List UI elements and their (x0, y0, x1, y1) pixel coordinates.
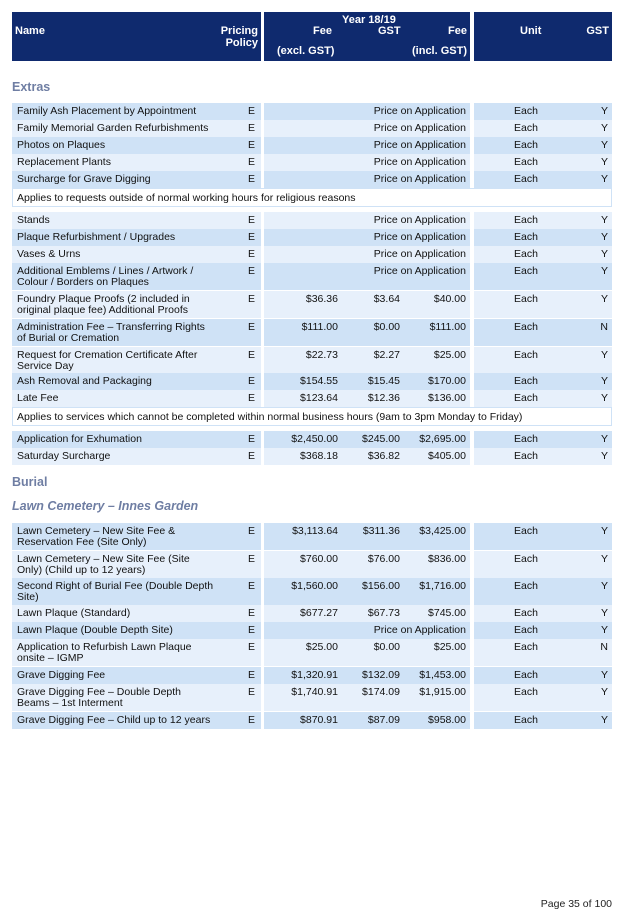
gst-amount: $12.36 (367, 392, 400, 404)
unit-cell (474, 390, 612, 407)
name-cell (12, 229, 261, 246)
fee-name: Lawn Cemetery – New Site Fee & Reservation Fee (Site Only) (17, 525, 176, 548)
pricing-policy: E (248, 669, 256, 681)
fee-incl-gst: $25.00 (433, 641, 466, 653)
header-fee-excl: Fee (313, 25, 332, 37)
name-cell (12, 551, 261, 578)
header-pricing-policy: Pricing Policy (220, 25, 258, 49)
gst-amount: $3.64 (373, 293, 400, 305)
fee-cell (264, 523, 470, 550)
fee-incl-gst: $1,716.00 (419, 580, 466, 592)
fee-excl-gst: $3,113.64 (292, 525, 338, 537)
fee-name: Saturday Surcharge (17, 450, 111, 462)
pricing-policy: E (248, 553, 256, 565)
fee-cell (264, 120, 470, 137)
fee-cell (264, 551, 470, 578)
fee-name: Grave Digging Fee – Child up to 12 years (17, 714, 211, 726)
gst-flag: Y (600, 349, 608, 361)
unit-cell (474, 448, 612, 465)
unit-cell (474, 667, 612, 684)
fee-name: Lawn Plaque (Standard) (17, 607, 131, 619)
fee-name: Lawn Plaque (Double Depth Site) (17, 624, 173, 636)
price-on-application: Price on Application (373, 139, 466, 151)
unit: Each (514, 450, 538, 462)
table-row (12, 667, 612, 684)
fee-name: Additional Emblems / Lines / Artwork / Colour / Borders on Plaques (17, 265, 194, 288)
fee-incl-gst: $2,695.00 (419, 433, 466, 445)
gst-amount: $15.45 (367, 375, 400, 387)
fee-incl-gst: $1,915.00 (419, 686, 466, 698)
fee-incl-gst: $40.00 (433, 293, 466, 305)
fee-name: Photos on Plaques (17, 139, 106, 151)
unit: Each (514, 433, 538, 445)
fee-cell (264, 154, 470, 171)
fee-cell (264, 622, 470, 639)
unit: Each (514, 139, 538, 151)
pricing-policy: E (248, 349, 256, 361)
fee-cell (264, 103, 470, 120)
fee-name: Application for Exhumation (17, 433, 142, 445)
fee-cell (264, 712, 470, 729)
unit-cell (474, 263, 612, 290)
gst-amount: $311.36 (362, 525, 400, 537)
name-cell (12, 347, 261, 374)
name-cell (12, 263, 261, 290)
fee-cell (264, 578, 470, 605)
gst-amount: $0.00 (373, 641, 400, 653)
table-row (12, 639, 612, 666)
table-row (12, 448, 612, 465)
gst-amount: $0.00 (373, 321, 400, 333)
section-burial: Burial (12, 475, 48, 489)
gst-flag: Y (600, 624, 608, 636)
fee-incl-gst: $170.00 (428, 375, 466, 387)
price-on-application: Price on Application (373, 231, 466, 243)
gst-amount: $156.00 (362, 580, 400, 592)
fee-excl-gst: $111.00 (301, 321, 338, 333)
table-row (12, 578, 612, 605)
unit-cell (474, 551, 612, 578)
pricing-policy: E (248, 450, 256, 462)
header-incl-gst: (incl. GST) (412, 45, 467, 57)
unit-cell (474, 120, 612, 137)
unit: Each (514, 392, 538, 404)
name-cell (12, 684, 261, 711)
gst-flag: Y (600, 553, 608, 565)
fee-name: Application to Refurbish Lawn Plaque onsite – IGMP (17, 641, 192, 664)
header-gst-col: GST (586, 25, 609, 37)
fee-cell (264, 605, 470, 622)
unit-cell (474, 578, 612, 605)
gst-flag: Y (600, 375, 608, 387)
gst-flag: Y (600, 525, 608, 537)
name-cell (12, 622, 261, 639)
unit-cell (474, 154, 612, 171)
table-row (12, 523, 612, 550)
unit-cell (474, 137, 612, 154)
unit: Each (514, 553, 538, 565)
table-row (12, 137, 612, 154)
pricing-policy: E (248, 624, 256, 636)
pricing-policy: E (248, 433, 256, 445)
fee-excl-gst: $677.27 (300, 607, 338, 619)
name-cell (12, 319, 261, 346)
gst-flag: Y (600, 105, 608, 117)
fee-cell (264, 431, 470, 448)
unit: Each (514, 669, 538, 681)
pricing-policy: E (248, 214, 256, 226)
fee-name: Ash Removal and Packaging (17, 375, 152, 387)
unit-cell (474, 712, 612, 729)
fee-name: Grave Digging Fee – Double Depth Beams – 1st Interment (17, 686, 182, 709)
price-on-application: Price on Application (373, 214, 466, 226)
gst-flag: Y (600, 156, 608, 168)
table-row (12, 291, 612, 318)
table-row (12, 712, 612, 729)
fee-name: Plaque Refurbishment / Upgrades (17, 231, 176, 243)
unit-cell (474, 431, 612, 448)
fee-excl-gst: $368.18 (300, 450, 338, 462)
name-cell (12, 171, 261, 188)
fee-cell (264, 639, 470, 666)
gst-flag: Y (600, 433, 608, 445)
unit: Each (514, 156, 538, 168)
pricing-policy: E (248, 641, 256, 653)
unit-cell (474, 684, 612, 711)
gst-amount: $67.73 (367, 607, 400, 619)
fee-cell (264, 667, 470, 684)
table-row (12, 684, 612, 711)
fee-incl-gst: $25.00 (433, 349, 466, 361)
pricing-policy: E (248, 231, 256, 243)
pricing-policy: E (248, 686, 256, 698)
unit: Each (514, 214, 538, 226)
unit: Each (514, 686, 538, 698)
fee-incl-gst: $3,425.00 (419, 525, 466, 537)
pricing-policy: E (248, 580, 256, 592)
fee-excl-gst: $1,560.00 (291, 580, 338, 592)
unit: Each (514, 321, 538, 333)
header-unit-cell (474, 12, 612, 61)
gst-flag: N (600, 641, 608, 653)
unit: Each (514, 173, 538, 185)
name-cell (12, 605, 261, 622)
fee-excl-gst: $2,450.00 (291, 433, 338, 445)
gst-flag: Y (600, 580, 608, 592)
fee-name: Grave Digging Fee (17, 669, 106, 681)
gst-flag: Y (600, 122, 608, 134)
fee-excl-gst: $25.00 (305, 641, 338, 653)
pricing-policy: E (248, 173, 256, 185)
gst-flag: Y (600, 450, 608, 462)
unit: Each (514, 231, 538, 243)
gst-amount: $87.09 (367, 714, 400, 726)
table-row (12, 431, 612, 448)
fee-excl-gst: $123.64 (300, 392, 338, 404)
table-row (12, 551, 612, 578)
unit: Each (514, 607, 538, 619)
fee-excl-gst: $870.91 (300, 714, 338, 726)
gst-flag: N (600, 321, 608, 333)
fee-incl-gst: $136.00 (428, 392, 466, 404)
unit: Each (514, 293, 538, 305)
fee-name: Vases & Urns (17, 248, 81, 260)
name-cell (12, 103, 261, 120)
unit-cell (474, 103, 612, 120)
fee-name: Late Fee (17, 392, 59, 404)
gst-amount: $36.82 (367, 450, 400, 462)
fee-excl-gst: $760.00 (300, 553, 338, 565)
table-row (12, 120, 612, 137)
header-unit: Unit (520, 25, 542, 37)
gst-flag: Y (600, 714, 608, 726)
pricing-policy: E (248, 392, 256, 404)
table-row (12, 605, 612, 622)
fee-excl-gst: $22.73 (305, 349, 338, 361)
gst-flag: Y (600, 669, 608, 681)
table-row (12, 171, 612, 188)
fee-excl-gst: $154.55 (300, 375, 338, 387)
table-row (12, 154, 612, 171)
price-on-application: Price on Application (373, 624, 466, 636)
fee-excl-gst: $36.36 (305, 293, 338, 305)
fee-name: Stands (17, 214, 50, 226)
table-row (12, 246, 612, 263)
fee-excl-gst: $1,320.91 (291, 669, 338, 681)
unit-cell (474, 347, 612, 374)
fee-cell (264, 448, 470, 465)
gst-flag: Y (600, 392, 608, 404)
gst-amount: $2.27 (373, 349, 400, 361)
name-cell (12, 431, 261, 448)
price-on-application: Price on Application (373, 105, 466, 117)
fee-name: Administration Fee – Transferring Rights of Burial or Cremation (17, 321, 205, 344)
name-cell (12, 154, 261, 171)
unit-cell (474, 212, 612, 229)
fee-name: Lawn Cemetery – New Site Fee (Site Only) (Child up to 12 years) (17, 553, 190, 576)
table-row (12, 229, 612, 246)
gst-amount: $76.00 (367, 553, 400, 565)
header-name-policy-cell (12, 12, 261, 61)
unit-cell (474, 622, 612, 639)
fee-incl-gst: $405.00 (428, 450, 466, 462)
table-row (12, 263, 612, 290)
fee-cell (264, 390, 470, 407)
unit: Each (514, 375, 538, 387)
unit-cell (474, 639, 612, 666)
unit-cell (474, 171, 612, 188)
unit: Each (514, 624, 538, 636)
fee-name: Foundry Plaque Proofs (2 included in original plaque fee) Additional Proofs (17, 293, 190, 316)
pricing-policy: E (248, 375, 256, 387)
fee-excl-gst: $1,740.91 (291, 686, 338, 698)
price-on-application: Price on Application (373, 265, 466, 277)
unit: Each (514, 714, 538, 726)
fee-cell (264, 263, 470, 290)
fee-cell (264, 229, 470, 246)
gst-amount: $132.09 (362, 669, 400, 681)
fee-cell (264, 291, 470, 318)
fee-incl-gst: $111.00 (429, 321, 466, 333)
pricing-policy: E (248, 139, 256, 151)
gst-amount: $174.09 (362, 686, 400, 698)
name-cell (12, 667, 261, 684)
header-gst: GST (378, 25, 401, 37)
table-row (12, 373, 612, 390)
gst-flag: Y (600, 607, 608, 619)
fee-name: Family Ash Placement by Appointment (17, 105, 197, 117)
header-fee-incl: Fee (448, 25, 467, 37)
unit-cell (474, 319, 612, 346)
unit-cell (474, 291, 612, 318)
price-on-application: Price on Application (373, 156, 466, 168)
fee-cell (264, 684, 470, 711)
fee-name: Request for Cremation Certificate After Service Day (17, 349, 198, 372)
pricing-policy: E (248, 321, 256, 333)
table-row (12, 390, 612, 407)
fee-name: Replacement Plants (17, 156, 111, 168)
gst-flag: Y (600, 231, 608, 243)
fee-incl-gst: $1,453.00 (419, 669, 466, 681)
name-cell (12, 639, 261, 666)
name-cell (12, 712, 261, 729)
table-row (12, 103, 612, 120)
fee-incl-gst: $836.00 (428, 553, 466, 565)
fee-cell (264, 171, 470, 188)
header-excl-gst: (excl. GST) (277, 45, 335, 57)
unit: Each (514, 248, 538, 260)
gst-flag: Y (600, 248, 608, 260)
pricing-policy: E (248, 248, 256, 260)
table-row (12, 212, 612, 229)
name-cell (12, 448, 261, 465)
pricing-policy: E (248, 105, 256, 117)
unit-cell (474, 229, 612, 246)
unit: Each (514, 122, 538, 134)
name-cell (12, 578, 261, 605)
gst-flag: Y (600, 293, 608, 305)
gst-flag: Y (600, 173, 608, 185)
note-business-hours: Applies to services which cannot be completed within normal business hours (9am to 3pm Monday to Friday) (12, 407, 612, 426)
page-number: Page 35 of 100 (540, 898, 612, 910)
unit: Each (514, 641, 538, 653)
name-cell (12, 212, 261, 229)
pricing-policy: E (248, 607, 256, 619)
unit: Each (514, 580, 538, 592)
unit: Each (514, 349, 538, 361)
fee-cell (264, 212, 470, 229)
pricing-policy: E (248, 714, 256, 726)
fee-name: Surcharge for Grave Digging (17, 173, 151, 185)
gst-flag: Y (600, 265, 608, 277)
pricing-policy: E (248, 525, 256, 537)
fee-cell (264, 246, 470, 263)
fee-name: Second Right of Burial Fee (Double Depth Site) (17, 580, 214, 603)
fee-incl-gst: $958.00 (428, 714, 466, 726)
name-cell (12, 390, 261, 407)
pricing-policy: E (248, 122, 256, 134)
fee-cell (264, 347, 470, 374)
unit-cell (474, 605, 612, 622)
pricing-policy: E (248, 265, 256, 277)
header-year: Year 18/19 (342, 14, 396, 26)
pricing-policy: E (248, 156, 256, 168)
header-fee-cell (264, 12, 470, 61)
price-on-application: Price on Application (373, 173, 466, 185)
header-name: Name (15, 25, 45, 37)
unit: Each (514, 265, 538, 277)
unit-cell (474, 246, 612, 263)
unit-cell (474, 523, 612, 550)
name-cell (12, 246, 261, 263)
table-row (12, 319, 612, 346)
table-row (12, 347, 612, 374)
fee-name: Family Memorial Garden Refurbishments (17, 122, 209, 134)
unit: Each (514, 525, 538, 537)
pricing-policy: E (248, 293, 256, 305)
note-religious: Applies to requests outside of normal working hours for religious reasons (12, 188, 612, 207)
price-on-application: Price on Application (373, 122, 466, 134)
fee-cell (264, 137, 470, 154)
name-cell (12, 373, 261, 390)
price-on-application: Price on Application (373, 248, 466, 260)
gst-flag: Y (600, 686, 608, 698)
gst-amount: $245.00 (362, 433, 400, 445)
section-lawn-cemetery: Lawn Cemetery – Innes Garden (12, 499, 199, 513)
table-row (12, 622, 612, 639)
name-cell (12, 291, 261, 318)
fee-cell (264, 373, 470, 390)
fee-cell (264, 319, 470, 346)
name-cell (12, 523, 261, 550)
fee-incl-gst: $745.00 (428, 607, 466, 619)
name-cell (12, 137, 261, 154)
unit-cell (474, 373, 612, 390)
name-cell (12, 120, 261, 137)
section-extras: Extras (12, 80, 51, 94)
gst-flag: Y (600, 139, 608, 151)
gst-flag: Y (600, 214, 608, 226)
unit: Each (514, 105, 538, 117)
